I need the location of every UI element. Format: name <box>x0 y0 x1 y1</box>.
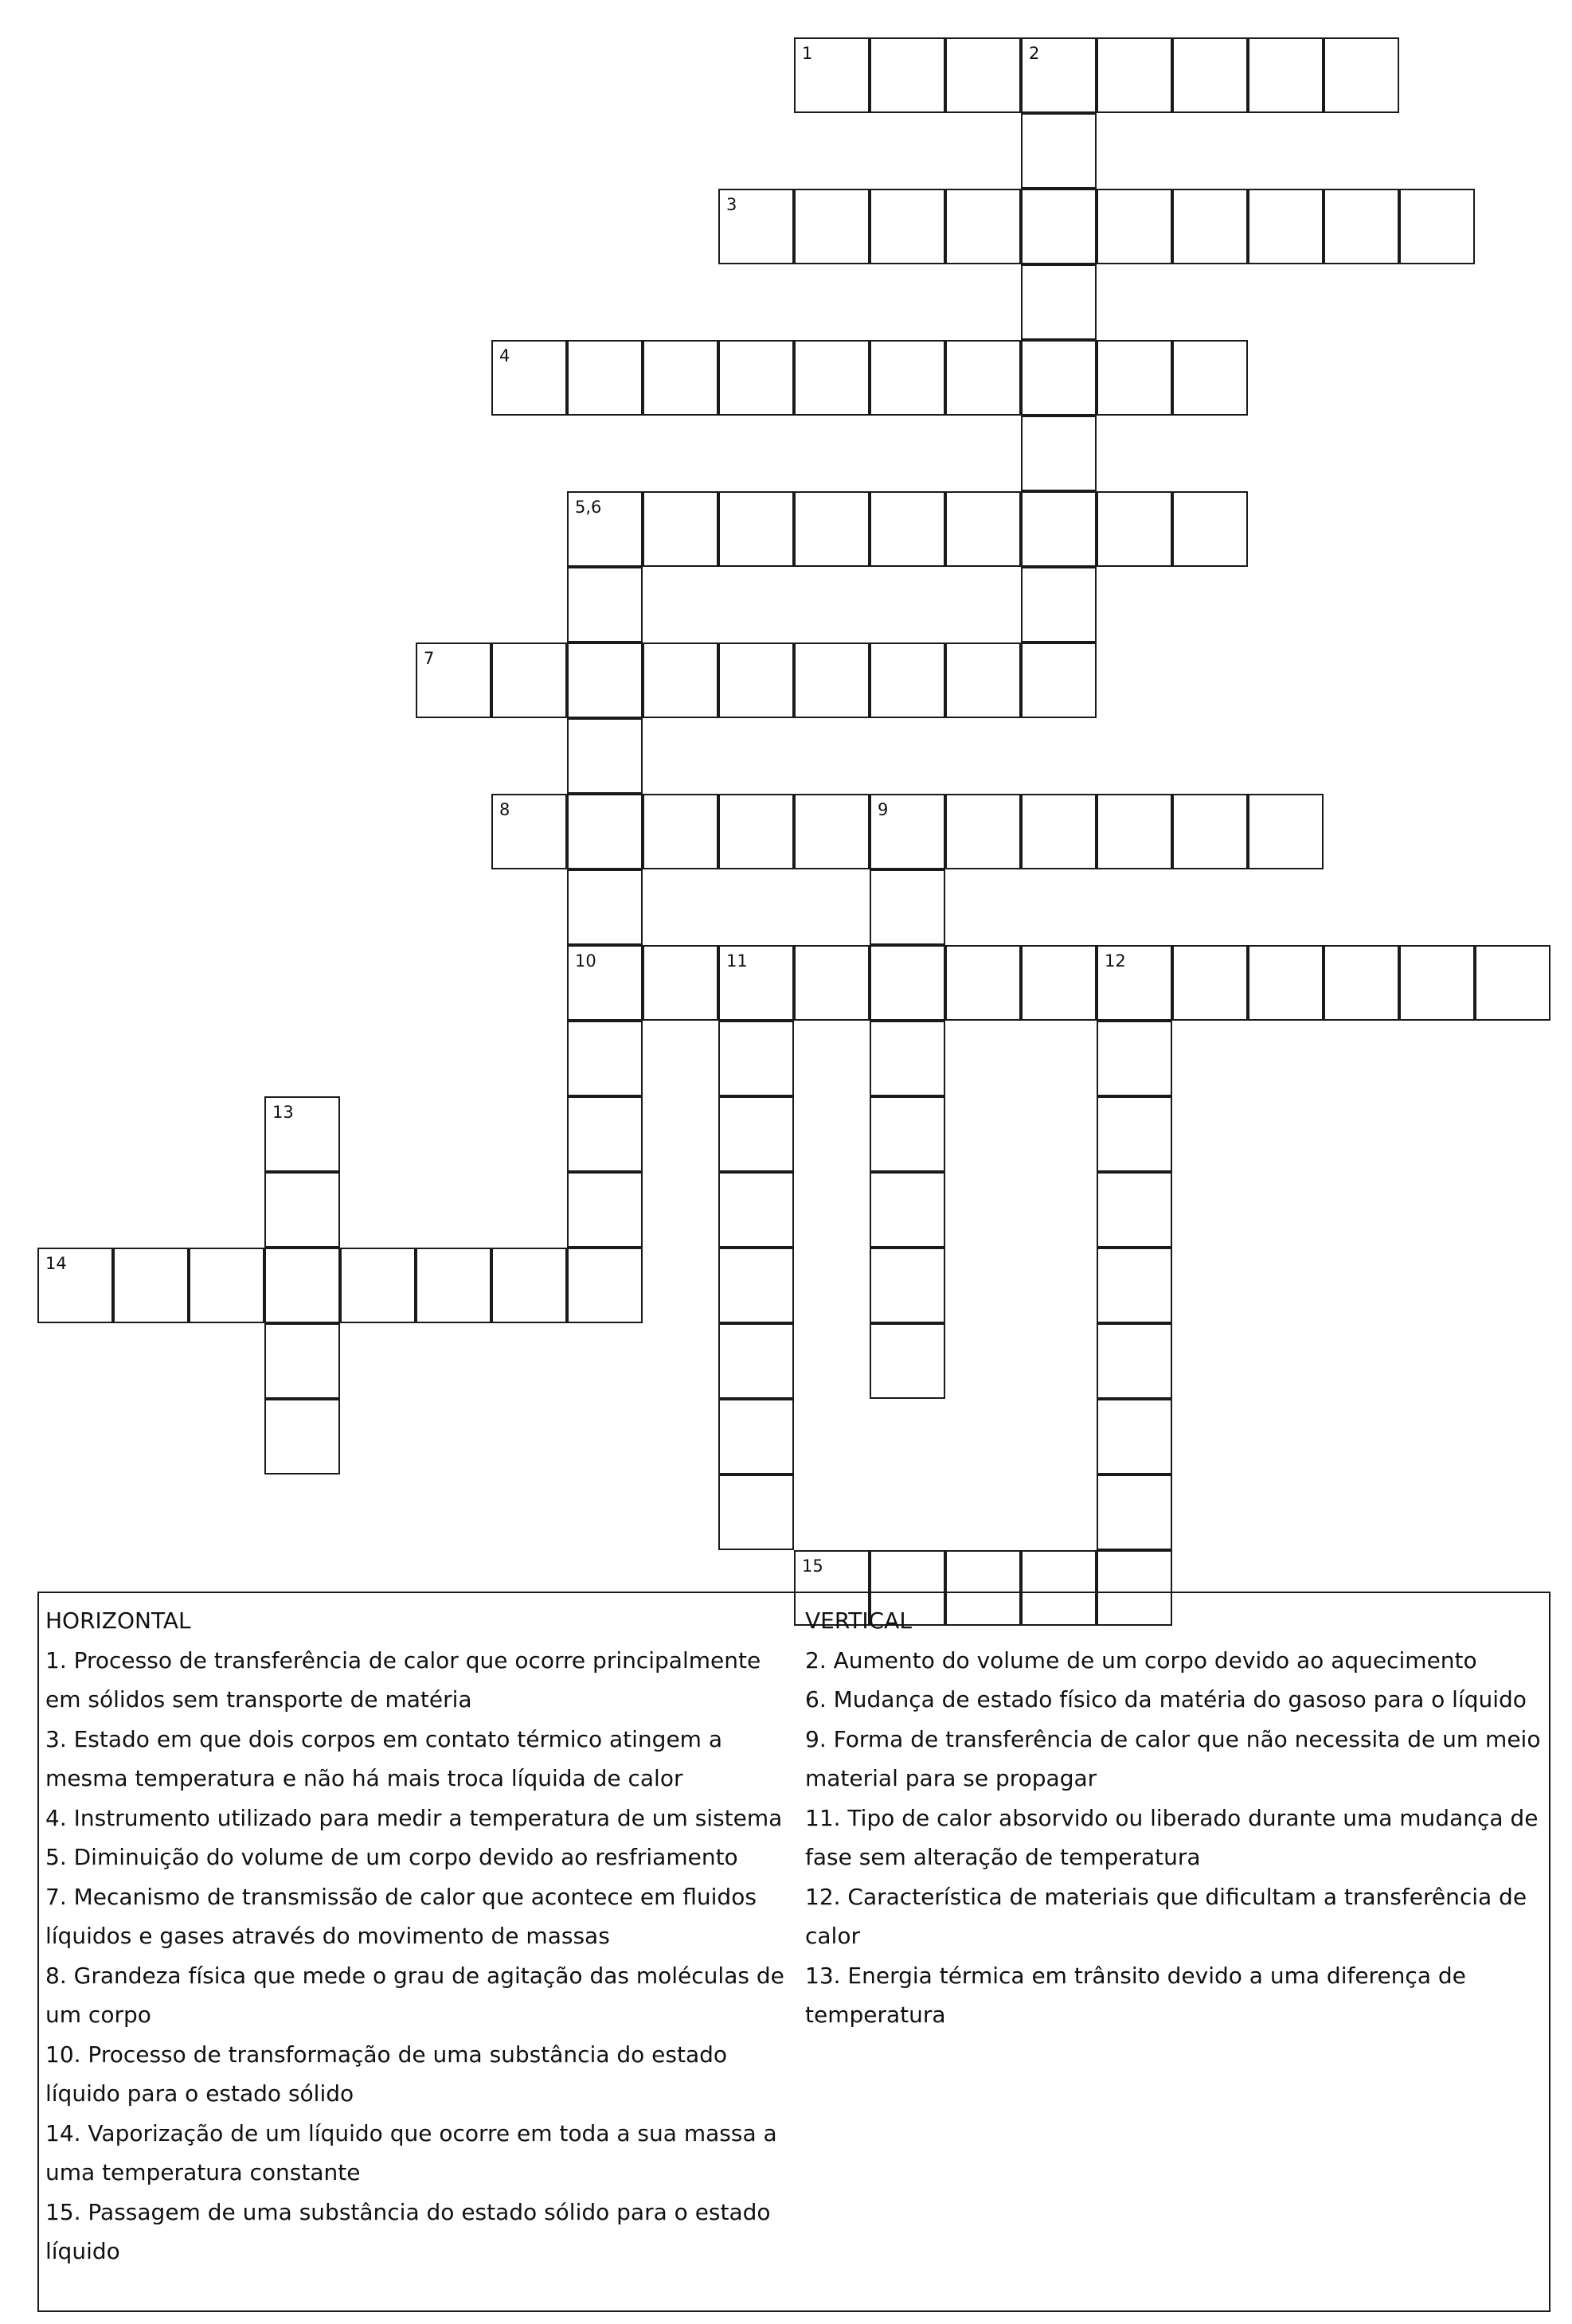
grid-cell[interactable] <box>718 1323 794 1399</box>
grid-cell[interactable] <box>870 1172 945 1248</box>
grid-cell[interactable] <box>264 1399 340 1474</box>
grid-cell[interactable] <box>1475 945 1550 1021</box>
grid-cell[interactable] <box>870 491 945 567</box>
grid-cell[interactable] <box>870 37 945 113</box>
grid-cell[interactable] <box>1021 113 1097 189</box>
clue-horizontal-14: 14. Vaporização de um líquido que ocorre em toda a sua massa a uma temperatura constante <box>45 2119 777 2185</box>
vertical-heading: VERTICAL <box>805 1607 912 1634</box>
clue-vertical-11: 11. Tipo de calor absorvido ou liberado durante uma mudança de fase sem alteração de temperatura <box>805 1804 1539 1870</box>
grid-cell[interactable] <box>567 718 643 794</box>
grid-cell[interactable] <box>1097 1323 1172 1399</box>
grid-cell[interactable] <box>1097 1021 1172 1096</box>
grid-cell[interactable] <box>340 1248 416 1323</box>
grid-cell[interactable] <box>945 189 1021 264</box>
grid-cell[interactable] <box>643 491 718 567</box>
grid-cell[interactable] <box>794 794 870 869</box>
grid-cell[interactable] <box>718 1399 794 1474</box>
clue-number: 7 <box>424 649 435 668</box>
grid-cell[interactable] <box>1021 794 1097 869</box>
clue-vertical-6: 6. Mudança de estado físico da matéria do gasoso para o líquido <box>805 1686 1527 1713</box>
grid-cell[interactable] <box>1021 945 1097 1021</box>
grid-cell[interactable] <box>794 189 870 264</box>
grid-cell[interactable] <box>264 1096 340 1172</box>
grid-cell[interactable] <box>491 643 567 718</box>
grid-cell[interactable] <box>718 1021 794 1096</box>
grid-cell[interactable] <box>643 945 718 1021</box>
grid-cell[interactable] <box>794 643 870 718</box>
grid-cell[interactable] <box>643 794 718 869</box>
grid-cell[interactable] <box>1021 567 1097 643</box>
clue-number: 15 <box>802 1556 823 1576</box>
grid-cell[interactable] <box>416 1248 491 1323</box>
grid-cell[interactable] <box>870 1248 945 1323</box>
clue-horizontal-3: 3. Estado em que dois corpos em contato térmico atingem a mesma temperatura e não há mais troca líquida de calor <box>45 1725 723 1791</box>
grid-cell[interactable] <box>1097 1248 1172 1323</box>
grid-cell[interactable] <box>567 945 643 1021</box>
grid-cell[interactable] <box>1172 491 1248 567</box>
grid-cell[interactable] <box>1172 794 1248 869</box>
grid-cell[interactable] <box>491 1248 567 1323</box>
grid-cell[interactable] <box>1021 189 1097 264</box>
grid-cell[interactable] <box>870 189 945 264</box>
grid-cell[interactable] <box>1248 189 1324 264</box>
grid-cell[interactable] <box>718 1248 794 1323</box>
grid-cell[interactable] <box>1324 37 1399 113</box>
clue-vertical-9: 9. Forma de transferência de calor que não necessita de um meio material para se propagar <box>805 1725 1541 1791</box>
grid-cell[interactable] <box>1399 189 1475 264</box>
grid-cell[interactable] <box>643 340 718 416</box>
grid-cell[interactable] <box>870 643 945 718</box>
clue-horizontal-10: 10. Processo de transformação de uma substância do estado líquido para o estado sólido <box>45 2041 728 2107</box>
grid-cell[interactable] <box>1248 794 1324 869</box>
grid-cell[interactable] <box>1324 189 1399 264</box>
clue-horizontal-15: 15. Passagem de uma substância do estado sólido para o estado líquido <box>45 2198 771 2264</box>
grid-cell[interactable] <box>1399 945 1475 1021</box>
clue-number: 10 <box>575 951 596 971</box>
grid-cell[interactable] <box>567 1172 643 1248</box>
clue-number: 9 <box>878 800 889 819</box>
grid-cell[interactable] <box>1097 1474 1172 1550</box>
clue-horizontal-4: 4. Instrumento utilizado para medir a temperatura de um sistema <box>45 1804 783 1831</box>
grid-cell[interactable] <box>870 1323 945 1399</box>
clue-number: 13 <box>272 1103 294 1122</box>
grid-cell[interactable] <box>1172 37 1248 113</box>
grid-cell[interactable] <box>718 1172 794 1248</box>
clue-number: 14 <box>45 1254 67 1273</box>
grid-cell[interactable] <box>1097 1399 1172 1474</box>
grid-cell[interactable] <box>794 491 870 567</box>
clue-horizontal-8: 8. Grandeza física que mede o grau de agitação das moléculas de um corpo <box>45 1962 784 2028</box>
clues-box <box>37 1592 1550 2312</box>
grid-cell[interactable] <box>189 1248 264 1323</box>
clue-number: 5,6 <box>575 498 602 517</box>
grid-cell[interactable] <box>1021 264 1097 340</box>
grid-cell[interactable] <box>567 340 643 416</box>
grid-cell[interactable] <box>1324 945 1399 1021</box>
grid-cell[interactable] <box>870 340 945 416</box>
grid-cell[interactable] <box>567 1248 643 1323</box>
grid-cell[interactable] <box>416 643 491 718</box>
grid-cell[interactable] <box>945 37 1021 113</box>
grid-cell[interactable] <box>264 1172 340 1248</box>
clue-number: 11 <box>726 951 748 971</box>
grid-cell[interactable] <box>718 643 794 718</box>
grid-cell[interactable] <box>1097 340 1172 416</box>
grid-cell[interactable] <box>1172 340 1248 416</box>
grid-cell[interactable] <box>567 1096 643 1172</box>
grid-cell[interactable] <box>1021 340 1097 416</box>
grid-cell[interactable] <box>870 794 945 869</box>
grid-cell[interactable] <box>870 945 945 1021</box>
grid-cell[interactable] <box>1248 945 1324 1021</box>
vertical-clues <box>805 1601 1542 2035</box>
grid-cell[interactable] <box>491 340 567 416</box>
grid-cell[interactable] <box>794 340 870 416</box>
grid-cell[interactable] <box>870 1021 945 1096</box>
clue-number: 1 <box>802 44 813 63</box>
grid-cell[interactable] <box>567 567 643 643</box>
grid-cell[interactable] <box>718 340 794 416</box>
grid-cell[interactable] <box>718 945 794 1021</box>
clue-vertical-12: 12. Característica de materiais que dificultam a transferência de calor <box>805 1883 1527 1949</box>
grid-cell[interactable] <box>718 1474 794 1550</box>
grid-cell[interactable] <box>945 945 1021 1021</box>
grid-cell[interactable] <box>1097 37 1172 113</box>
grid-cell[interactable] <box>567 1021 643 1096</box>
grid-cell[interactable] <box>491 794 567 869</box>
grid-cell[interactable] <box>113 1248 189 1323</box>
grid-cell[interactable] <box>567 643 643 718</box>
grid-cell[interactable] <box>1021 37 1097 113</box>
grid-cell[interactable] <box>794 945 870 1021</box>
clue-number: 8 <box>499 800 510 819</box>
grid-cell[interactable] <box>567 869 643 945</box>
grid-cell[interactable] <box>1097 945 1172 1021</box>
clue-horizontal-5: 5. Diminuição do volume de um corpo devido ao resfriamento <box>45 1844 738 1870</box>
grid-cell[interactable] <box>643 643 718 718</box>
grid-cell[interactable] <box>1248 37 1324 113</box>
grid-cell[interactable] <box>945 491 1021 567</box>
clue-number: 4 <box>499 346 510 365</box>
grid-cell[interactable] <box>945 340 1021 416</box>
clue-vertical-2: 2. Aumento do volume de um corpo devido ao aquecimento <box>805 1646 1477 1674</box>
clue-horizontal-1: 1. Processo de transferência de calor que ocorre principalmente em sólidos sem transporte de matéria <box>45 1646 761 1713</box>
grid-cell[interactable] <box>1097 1172 1172 1248</box>
grid-cell[interactable] <box>1172 189 1248 264</box>
grid-cell[interactable] <box>567 491 643 567</box>
horizontal-heading: HORIZONTAL <box>45 1607 191 1634</box>
grid-cell[interactable] <box>1097 491 1172 567</box>
grid-cell[interactable] <box>1021 643 1097 718</box>
grid-cell[interactable] <box>1021 491 1097 567</box>
grid-cell[interactable] <box>264 1248 340 1323</box>
grid-cell[interactable] <box>718 189 794 264</box>
grid-cell[interactable] <box>37 1248 113 1323</box>
grid-cell[interactable] <box>870 1096 945 1172</box>
clue-horizontal-7: 7. Mecanismo de transmissão de calor que acontece em fluidos líquidos e gases através do movimento de massas <box>45 1883 757 1949</box>
grid-cell[interactable] <box>1172 945 1248 1021</box>
grid-cell[interactable] <box>567 794 643 869</box>
grid-cell[interactable] <box>794 37 870 113</box>
horizontal-clues <box>45 1601 794 2271</box>
grid-cell[interactable] <box>718 794 794 869</box>
clue-vertical-13: 13. Energia térmica em trânsito devido a uma diferença de temperatura <box>805 1962 1466 2028</box>
grid-cell[interactable] <box>1097 189 1172 264</box>
grid-cell[interactable] <box>718 1096 794 1172</box>
grid-cell[interactable] <box>1097 1096 1172 1172</box>
grid-cell[interactable] <box>264 1323 340 1399</box>
clue-number: 12 <box>1105 951 1126 971</box>
grid-cell[interactable] <box>870 869 945 945</box>
clue-number: 3 <box>726 195 737 214</box>
grid-cell[interactable] <box>945 794 1021 869</box>
grid-cell[interactable] <box>1021 416 1097 491</box>
grid-cell[interactable] <box>1097 794 1172 869</box>
grid-cell[interactable] <box>945 643 1021 718</box>
clue-number: 2 <box>1029 44 1040 63</box>
grid-cell[interactable] <box>718 491 794 567</box>
